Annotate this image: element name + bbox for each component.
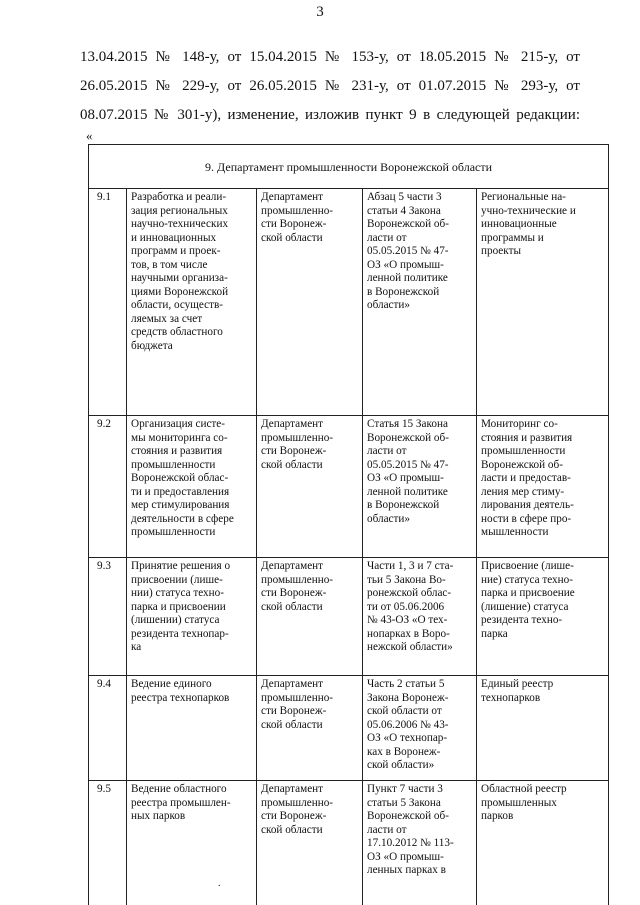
- table-row: [89, 558, 609, 676]
- opening-quote: «: [86, 128, 93, 143]
- basis-cell: Абзац 5 части 3 статьи 4 Закона Воронежской об- ласти от 05.05.2015 № 47- ОЗ «О промыш- ленной политике в Воронежской области»: [363, 189, 477, 416]
- table-row: [89, 189, 609, 416]
- row-number: 9.4: [89, 676, 127, 781]
- row-number: 9.5: [89, 781, 127, 905]
- action-cell: Организация систе- мы мониторинга со- стояния и развития промышленности Воронежской облас- ти и предоставления мер стимулирования деятельности в сфере промышленности: [127, 416, 257, 558]
- result-cell: Присвоение (лише- ние) статуса техно- парка и присвоение (лишение) статуса резидента техно- парка: [477, 558, 609, 676]
- action-cell: Ведение единого реестра технопарков: [127, 676, 257, 781]
- agency-cell: Департамент промышленно- сти Воронеж- ской области: [257, 416, 363, 558]
- agency-cell: Департамент промышленно- сти Воронеж- ской области: [257, 189, 363, 416]
- table-row: [89, 676, 609, 781]
- basis-cell: Части 1, 3 и 7 ста- тьи 5 Закона Во- ронежской облас- ти от 05.06.2006 № 43-ОЗ «О тех- нопарках в Воро- нежской области»: [363, 558, 477, 676]
- intro-line: 13.04.2015 № 148-у, от 15.04.2015 № 153-у, от 18.05.2015 № 215-у, от: [80, 49, 580, 65]
- table-row: [89, 781, 609, 905]
- agency-cell: Департамент промышленно- сти Воронеж- ской области: [257, 676, 363, 781]
- row-number: 9.1: [89, 189, 127, 416]
- agency-cell: Департамент промышленно- сти Воронеж- ской области: [257, 558, 363, 676]
- basis-cell: Статья 15 Закона Воронежской об- ласти от 05.05.2015 № 47- ОЗ «О промыш- ленной политике в Воронежской области»: [363, 416, 477, 558]
- result-cell: Региональные на- учно-технические и инновационные программы и проекты: [477, 189, 609, 416]
- result-cell: Областной реестр промышленных парков: [477, 781, 609, 905]
- footer-mark: .: [218, 878, 221, 889]
- result-cell: Мониторинг со- стояния и развития промышленности Воронежской об- ласти и предостав- ления мер стиму- лирования деятель- ности в сфере про- мышленности: [477, 416, 609, 558]
- action-cell: Разработка и реали- зация региональных научно-технических и инновационных программ и проек- тов, в том числе научными организа- циями Воронежской области, осуществ- ляемых за счет средств областного бюджета: [127, 189, 257, 416]
- result-cell: Единый реестр технопарков: [477, 676, 609, 781]
- row-number: 9.2: [89, 416, 127, 558]
- action-cell: Принятие решения о присвоении (лише- нии) статуса техно- парка и присвоении (лишении) статуса резидента технопар- ка: [127, 558, 257, 676]
- intro-line: 08.07.2015 № 301-у), изменение, изложив пункт 9 в следующей редакции:: [80, 107, 580, 123]
- agency-cell: Департамент промышленно- сти Воронеж- ской области: [257, 781, 363, 905]
- table-row: [89, 416, 609, 558]
- intro-paragraph: [80, 43, 580, 130]
- basis-cell: Пункт 7 части 3 статьи 5 Закона Воронежской об- ласти от 17.10.2012 № 113- ОЗ «О промыш- ленных парках в: [363, 781, 477, 905]
- intro-line: 26.05.2015 № 229-у, от 26.05.2015 № 231-у, от 01.07.2015 № 293-у, от: [80, 78, 580, 94]
- basis-cell: Часть 2 статьи 5 Закона Воронеж- ской области от 05.06.2006 № 43- ОЗ «О технопар- ках в Воронеж- ской области»: [363, 676, 477, 781]
- table-header-row: [89, 145, 609, 189]
- table-header: 9. Департамент промышленности Воронежской области: [89, 145, 609, 189]
- department-table: [88, 144, 609, 905]
- action-cell: Ведение областного реестра промышлен- ных парков: [127, 781, 257, 905]
- row-number: 9.3: [89, 558, 127, 676]
- page-number: 3: [316, 4, 324, 20]
